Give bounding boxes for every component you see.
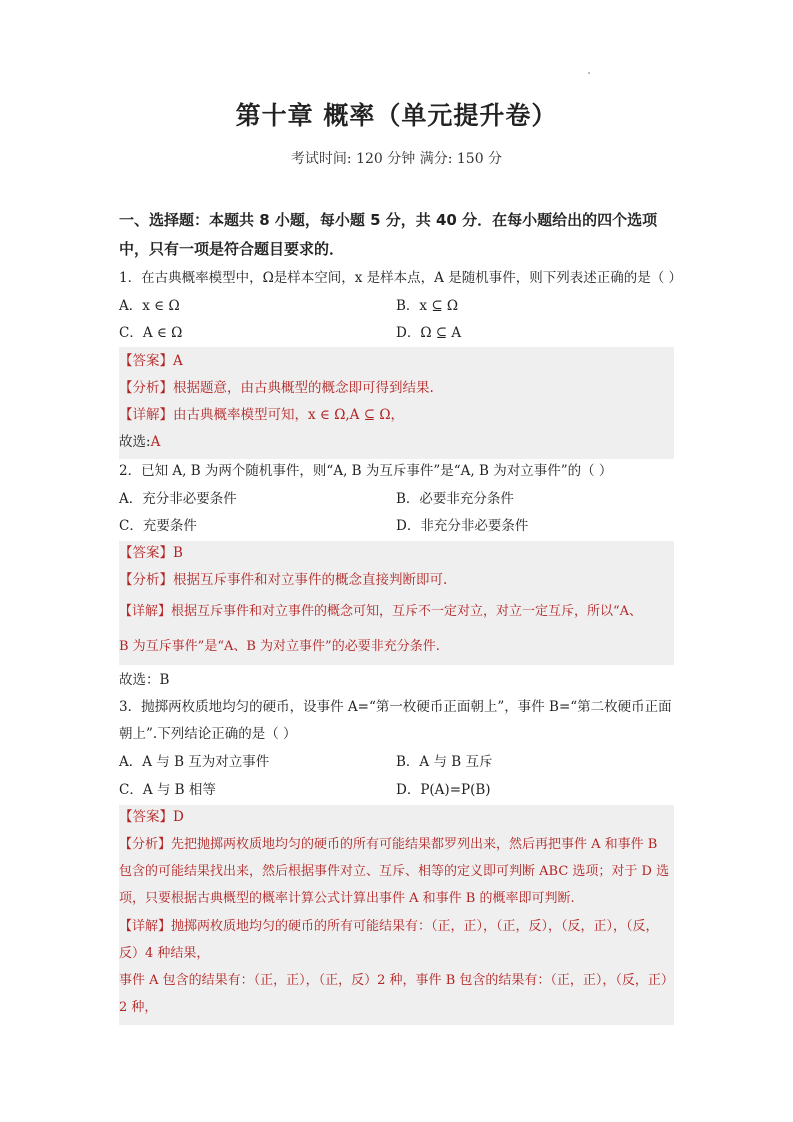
detail-tag: 【详解】 — [119, 407, 173, 423]
q2-answer — [119, 543, 679, 563]
q2-option-a: A．充分非必要条件 — [119, 491, 237, 507]
analysis-text: 根据互斥事件和对立事件的概念直接判断即可. — [173, 572, 448, 588]
detail-text: 根据互斥事件和对立事件的概念可知，互斥不一定对立，对立一定互斥，所以“A、 — [171, 604, 643, 619]
conclusion-value: A — [150, 434, 161, 450]
q1-analysis — [119, 378, 679, 398]
q1-option-d: D．Ω ⊆ A — [396, 325, 462, 341]
detail-text: 由古典概率模型可知，x ∈ Ω,A ⊆ Ω， — [173, 407, 405, 423]
q3-option-b: B．A 与 B 互斥 — [396, 754, 493, 770]
analysis-text: 先把抛掷两枚质地均匀的硬币的所有可能结果都罗列出来，然后再把事件 A 和事件 B 包含的可能结果找出来，然后根据事件对立、互斥、相等的定义即可判断 ABC 选项；对于 D 选项，只要根据古典概型的概率计算公式计算出事件 A 和事件 B 的概率即可判断. — [119, 837, 670, 906]
q2-option-b: B．必要非充分条件 — [396, 491, 514, 507]
q3-detail — [119, 913, 674, 967]
analysis-text: 根据题意，由古典概型的概念即可得到结果. — [173, 380, 434, 396]
q1-answer — [119, 351, 679, 371]
q3-stem-continued: 朝上”.下列结论正确的是（ ） — [119, 726, 297, 742]
q1-option-b: B．x ⊆ Ω — [396, 298, 459, 314]
section-heading: 一、选择题：本题共 8 小题，每小题 5 分，共 40 分．在每小题给出的四个选项中，只有一项是符合题目要求的． — [119, 211, 658, 258]
q2-stem: 2．已知 A, B 为两个随机事件，则“A, B 为互斥事件”是“A, B 为对立事件”的（ ） — [119, 463, 613, 479]
detail-tag: 【详解】 — [119, 604, 172, 619]
analysis-tag: 【分析】 — [119, 380, 173, 396]
q1-conclusion — [119, 432, 679, 452]
detail-tag: 【详解】 — [119, 919, 172, 934]
q2-detail — [119, 602, 679, 622]
q3-analysis — [119, 831, 674, 912]
analysis-tag: 【分析】 — [119, 837, 172, 852]
answer-tag: 【答案】 — [119, 545, 173, 561]
q1-option-c: C．A ∈ Ω — [119, 325, 183, 341]
exam-info: 考试时间: 120 分钟 满分: 150 分 — [290, 151, 503, 167]
answer-value: D — [173, 809, 184, 825]
q1-stem: 1．在古典概率模型中，Ω是样本空间，x 是样本点，A 是随机事件，则下列表述正确的是（ ） — [119, 270, 683, 286]
answer-value: A — [173, 353, 183, 369]
answer-tag: 【答案】 — [119, 353, 173, 369]
q2-detail-continued: B 为互斥事件”是“A、B 为对立事件”的必要非充分条件. — [119, 639, 440, 654]
q3-stem: 3．抛掷两枚质地均匀的硬币，设事件 A=“第一枚硬币正面朝上”，事件 B=“第二枚硬币正面 — [119, 699, 672, 715]
q3-option-a: A．A 与 B 互为对立事件 — [119, 754, 270, 770]
q2-analysis — [119, 570, 679, 590]
corner-mark — [588, 72, 590, 74]
q3-option-d: D．P(A)=P(B) — [396, 782, 491, 798]
page-title: 第十章 概率（单元提升卷） — [235, 101, 558, 130]
q3-detail-continued: 事件 A 包含的结果有：（正，正），（正，反）2 种，事件 B 包含的结果有：（正，正），（反，正）2 种， — [119, 973, 674, 1015]
answer-tag: 【答案】 — [119, 809, 173, 825]
q2-conclusion: 故选：B — [119, 672, 170, 688]
q1-option-a: A．x ∈ Ω — [119, 298, 180, 314]
analysis-tag: 【分析】 — [119, 572, 173, 588]
q3-option-c: C．A 与 B 相等 — [119, 782, 216, 798]
conclusion-label: 故选: — [119, 434, 151, 450]
q2-option-d: D．非充分非必要条件 — [396, 518, 529, 534]
detail-text: 抛掷两枚质地均匀的硬币的所有可能结果有：（正，正），（正，反），（反，正），（反，反）4 种结果， — [119, 919, 659, 961]
q1-detail — [119, 405, 679, 425]
q2-option-c: C．充要条件 — [119, 518, 197, 534]
answer-value: B — [173, 545, 183, 561]
q3-answer — [119, 807, 679, 827]
